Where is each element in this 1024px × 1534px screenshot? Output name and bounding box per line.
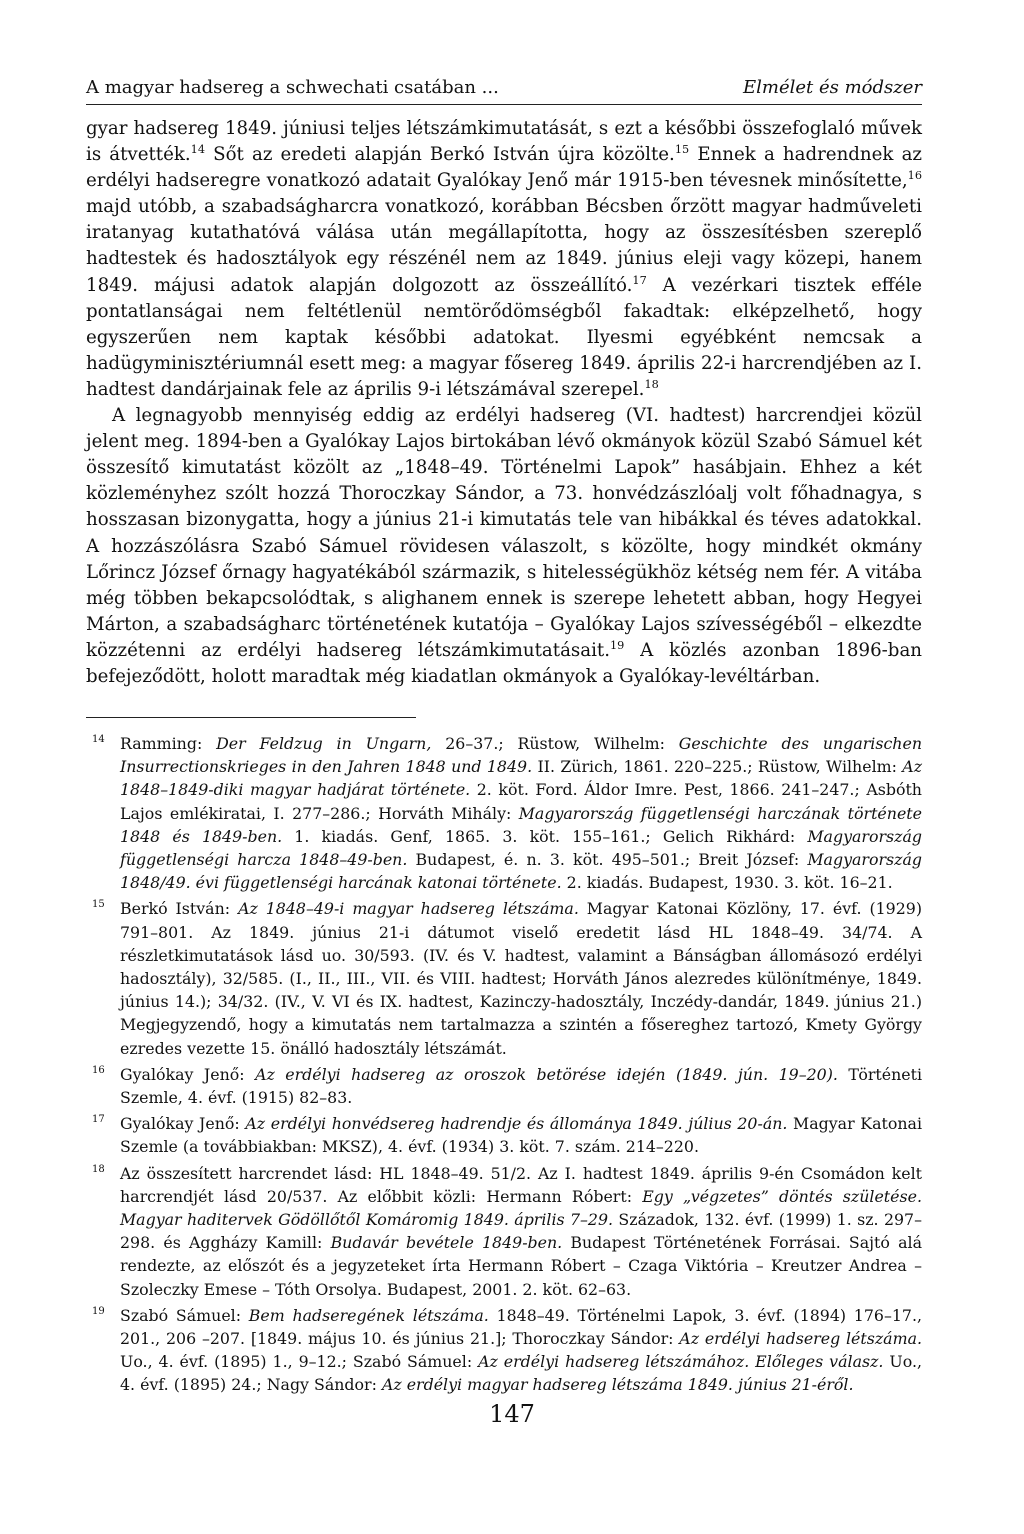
text-run: A vezérkari tisztek efféle pontatlanságai nem feltétlenül nemtörődömségből fakadtak: elképzelhető, hogy egyszerűen nem kaptak későbbi adatokat. Ilyesmi egyébként nemcsak a hadügyminisztériumnál esett meg: a magyar fősereg 1849. április 22-i harcrendjében az I. hadtest dandárjainak fele az április 9-i létszámával szerepel. (86, 274, 922, 400)
footnotes (86, 732, 922, 1400)
text-run: Ennek a hadrendnek az erdélyi hadseregre vonatkozó adatait Gyalókay Jenő már 1915-ben tévesnek minősítette, (86, 144, 922, 192)
text-run: 1. kiadás. Genf, 1865. 3. köt. 155–161.; Gelich Rikhárd: (282, 826, 808, 846)
text-run: Sőt az eredeti alapján Berkó István újra közölte. (205, 144, 675, 166)
citation-title: Magyarország 1848/49. évi függetlenségi harcának katonai története. (120, 850, 922, 893)
footnote-ref-15[interactable]: 15 (674, 143, 690, 157)
text-run: Századok, 132. évf. (1999) 1. sz. 297–298. és Aggházy Kamill: (120, 1210, 922, 1253)
citation-title: Az 1848–49-i magyar hadsereg létszáma. (238, 899, 579, 919)
header-title: A magyar hadsereg a schwechati csatában ... (86, 77, 499, 98)
citation-title: Az 1848–1849-diki magyar hadjárat története. (120, 757, 923, 800)
citation-title: Az erdélyi hadsereg létszámához. Előleges válasz. (478, 1352, 884, 1372)
citation-title: Bem hadseregének létszáma. (248, 1305, 489, 1325)
text-run: Uo., 4. évf. (1895) 1., 9–12.; Szabó Sámuel: (120, 1352, 479, 1372)
paragraph-2 (86, 403, 922, 690)
text-run: 1848–49. Történelmi Lapok, 3. évf. (1894) 176–17., 201., 206 –207. [1849. május 10. és június 21.]; Thoroczkay Sándor: (120, 1305, 922, 1349)
main-text (86, 116, 922, 690)
text-run: Uo., 4. évf. (1895) 24.; Nagy Sándor: (120, 1352, 922, 1395)
text-run: 26–37.; Rüstow, Wilhelm: (431, 734, 679, 753)
footnote-number: 15 (92, 899, 105, 911)
text-run: majd utóbb, a szabadságharcra vonatkozó, korábban Bécsben őrzött magyar hadműveleti iratanyag kutathatóvá válása után megállapította, hogy az összesítésben szereplő hadtestek és hadosztályok egy részénél nem az 1849. június eleji vagy közepi, hanem 1849. májusi adatok alapján dolgozott az összeállító. (86, 196, 922, 296)
citation-title: Geschichte des ungarischen Insurrectionskrieges in den Jahren 1848 und 1849. (120, 734, 922, 777)
text-run: A legnagyobb mennyiség eddig az erdélyi hadsereg (VI. hadtest) harcrendjei közül jelent meg. 1894-ben a Gyalókay Lajos birtokában lévő okmányok közül Szabó Sámuel két összesítő kimutatást közölt az „1848–49. Történelmi Lapok” hasábjain. Ehhez a két közleményhez szólt hozzá Thoroczkay Sándor, a 73. honvédzászlóalj volt főhadnagya, s hosszasan bizonygatta, hogy a június 21-i kimutatás tele van hibákkal és téves adatokkal. A hozzászólásra Szabó Sámuel rövidesen válaszolt, s közölte, hogy mindkét okmány Lőrincz József őrnagy hagyatékából származik, s hitelességükhöz kétség nem fér. A vitába még többen bekapcsolódtak, s alighanem ennek is szerepe lehetett abban, hogy Hegyei Márton, a szabadságharc történetének kutatója – Gyalókay Lajos szívességéből – elkezdte közzétenni az erdélyi hadsereg létszámkimutatásait. (86, 405, 922, 661)
footnote-14 (86, 732, 922, 894)
footnote-separator (86, 717, 416, 718)
paragraph-1 (86, 116, 922, 403)
text-run: Budapest Történetének Forrásai. Sajtó alá rendezte, az előszót és a jegyzeteket írta Hermann Róbert – Czaga Viktória – Kreutzer Andrea – Szoleczky Emese – Tóth Orsolya. Budapest, 2001. 2. köt. 62–63. (120, 1233, 922, 1299)
footnote-17 (86, 1112, 922, 1158)
text-run: Budapest, é. n. 3. köt. 495–501.; Breit József: (407, 850, 808, 870)
page-number: 147 (489, 1400, 535, 1428)
running-header (86, 70, 922, 105)
footnote-ref-18[interactable]: 18 (644, 377, 659, 391)
footnote-number: 19 (92, 1305, 105, 1317)
text-run: II. Zürich, 1861. 220–225.; Rüstow, Wilhelm: (532, 757, 903, 777)
footnote-number: 17 (92, 1114, 105, 1126)
footnote-number: 16 (92, 1064, 105, 1076)
text-run: Berkó István: (120, 899, 239, 919)
footnote-16 (86, 1063, 922, 1109)
citation-title: Az erdélyi hadsereg az oroszok betörése idején (1849. jún. 19–20). (255, 1064, 838, 1084)
header-section: Elmélet és módszer (743, 77, 922, 98)
text-run: gyar hadsereg 1849. júniusi teljes létszámkimutatását, s ezt a későbbi összefoglaló művek is átvették. (86, 118, 922, 166)
text-run: Az összesített harcrendet lásd: HL 1848–49. 51/2. Az I. hadtest 1849. április 9-én Csomádon kelt harcrendjét lásd 20/537. Az előbbit közli: Hermann Róbert: (120, 1163, 922, 1206)
text-run: Gyalókay Jenő: (120, 1114, 246, 1134)
text-run: 2. köt. Ford. Áldor Imre. Pest, 1866. 241–247.; Asbóth Lajos emlékiratai, I. 277–286.; Horváth Mihály: (120, 780, 922, 823)
citation-title: Az erdélyi magyar hadsereg létszáma 1849. június 21-éről. (381, 1375, 854, 1395)
text-run: Történeti Szemle, 4. évf. (1915) 82–83. (120, 1064, 922, 1108)
text-run: Szabó Sámuel: (120, 1305, 249, 1325)
citation-title: Az erdélyi hadsereg létszáma. (679, 1329, 923, 1349)
citation-title: Magyarország függetlenségi harcza 1848–49-ben. (120, 826, 922, 870)
text-run: Ramming: (120, 734, 217, 753)
citation-title: Az erdélyi honvédsereg hadrendje és állománya 1849. július 20-án. (245, 1114, 788, 1134)
footnote-ref-17[interactable]: 17 (632, 273, 647, 287)
footnote-number: 14 (92, 734, 105, 745)
footnote-18 (86, 1162, 922, 1301)
text-run: A közlés azonban 1896-ban befejeződött, holott maradtak még kiadatlan okmányok a Gyalókay-levéltárban. (86, 639, 922, 687)
citation-title: Budavár bevétele 1849-ben. (330, 1233, 563, 1253)
text-run: Gyalókay Jenő: (120, 1064, 256, 1084)
footnote-number: 18 (92, 1163, 105, 1175)
text-run: Magyar Katonai Szemle (a továbbiakban: MKSZ), 4. évf. (1934) 3. köt. 7. szám. 214–220. (120, 1114, 922, 1157)
footnote-ref-14[interactable]: 14 (190, 143, 206, 157)
text-run: Magyar Katonai Közlöny, 17. évf. (1929) 791–801. Az 1849. június 21-i dátumot viselő eredetit lásd HL 1848–49. 34/74. A részletkimutatások lásd uo. 30/593. (IV. és V. hadtest, valamint a Bánságban állomásozó erdélyi hadosztály), 32/585. (I., II., III., VII. és VIII. hadtest; Horváth János alezredes különítménye, 1849. június 14.); 34/32. (IV., V. VI és IX. hadtest, Kazinczy-hadosztály, Inczédy-dandár, 1849. június 21.) Megjegyzendő, hogy a kimutatás nem tartalmazza a szintén a fősereghez tartozó, Kmety György ezredes vezette 15. önálló hadosztály létszámát. (120, 899, 922, 1058)
footnote-ref-19[interactable]: 19 (610, 638, 625, 652)
footnote-ref-16[interactable]: 16 (907, 169, 922, 183)
citation-title: Egy „végzetes” döntés születése. Magyar haditervek Gödöllőtől Komáromig 1849. április 7–29. (120, 1186, 922, 1230)
footnote-19 (86, 1304, 922, 1397)
citation-title: Magyarország függetlenségi harczának története 1848 és 1849-ben. (120, 803, 922, 846)
text-run: 2. kiadás. Budapest, 1930. 3. köt. 16–21. (561, 873, 893, 893)
citation-title: Der Feldzug in Ungarn, (216, 734, 432, 753)
footnote-15 (86, 897, 922, 1059)
